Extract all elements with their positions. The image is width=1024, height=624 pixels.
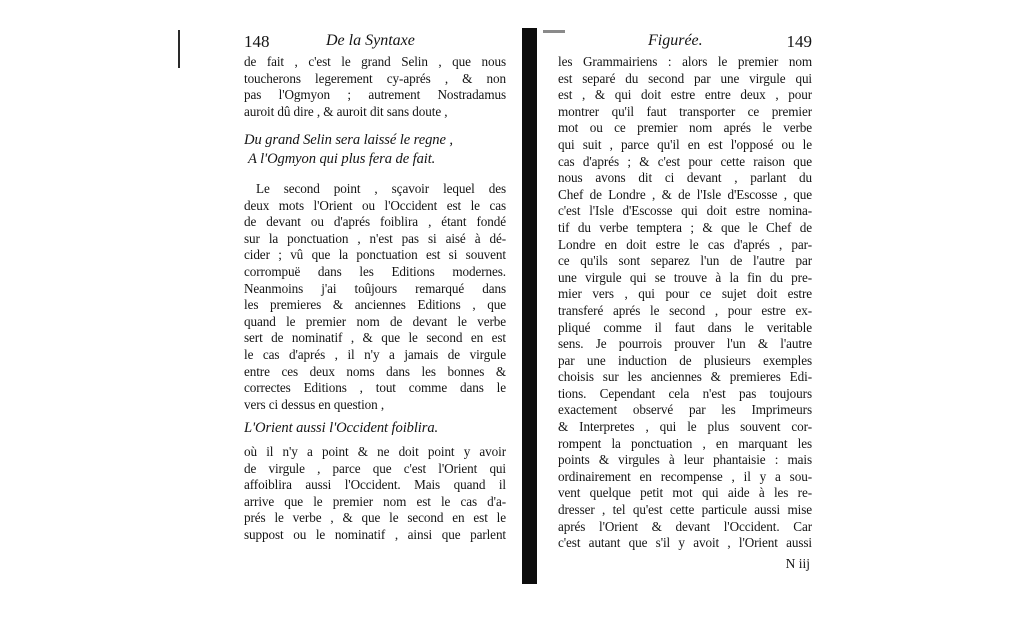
- text-line: est , & qui doit estre entre deux , pour: [558, 87, 812, 103]
- text-line: sur la ponctuation , n'est pas si aisé à dé-: [244, 230, 506, 246]
- text-line: correctes Editions , tout comme dans le: [244, 380, 506, 396]
- text-line: où il n'y a point & ne doit point y avoir: [244, 444, 506, 459]
- text-line: nous avons dit ci devant , parlant du: [558, 170, 812, 186]
- text-line: points & virgules à leur phantaisie : mais: [558, 452, 812, 468]
- text-line: vent quelque petit mot qui aide à les re-: [558, 485, 812, 501]
- left-top-lines: [244, 54, 506, 120]
- text-line: de virgule , parce que c'est l'Orient qui: [244, 460, 506, 476]
- verse-line: Du grand Selin sera laissé le regne ,: [244, 132, 453, 148]
- text-line: exactement observé par les Imprimeurs: [558, 402, 812, 418]
- text-line: transferé aprés le second , pour estre ex-: [558, 302, 812, 318]
- text-line: c'est l'Isle d'Escosse qui doit estre nomina-: [558, 203, 812, 219]
- text-line: sens. Je pourrois prouver l'un & l'autre: [558, 336, 812, 352]
- text-line: est separé du second par une virgule qui: [558, 70, 812, 86]
- text-line: entre ces deux noms dans les bonnes &: [244, 363, 506, 379]
- text-line: deux mots l'Orient ou l'Occident est le cas: [244, 197, 506, 213]
- text-line: suppost ou le nominatif , ainsi que parlent: [244, 526, 506, 542]
- text-line: de devant ou d'aprés foiblira , étant fondé: [244, 214, 506, 230]
- text-line: une virgule qui se trouve à la fin du pre-: [558, 269, 812, 285]
- text-line: Le second point , sçavoir lequel des: [256, 181, 506, 196]
- text-line: ordinairement en recompense , il y a sou-: [558, 468, 812, 484]
- text-line: par une induction de plusieurs exemples: [558, 352, 812, 368]
- text-line: le cas d'aprés , il n'y a jamais de virgule: [244, 346, 506, 362]
- right-running-title: Figurée.: [648, 32, 703, 49]
- text-line: arrive que le premier nom est le cas d'a-: [244, 493, 506, 509]
- right-running-head: [558, 32, 812, 54]
- text-line: aprés l'Orient & devant l'Occident. Car: [558, 518, 812, 534]
- text-line: auroit dû dire , & auroit dit sans doute ,: [244, 103, 448, 119]
- text-line: rompent la ponctuation , en marquant les: [558, 435, 812, 451]
- text-line: affoiblira aussi l'Occident. Mais quand il: [244, 477, 506, 493]
- right-folio: 149: [786, 32, 812, 51]
- text-line: dresser , tel qu'est cette particule aussi mise: [558, 502, 812, 518]
- text-line: choisis sur les anciennes & premieres Edi-: [558, 369, 812, 385]
- text-line: c'est autant que s'il y avoit , l'Orient aussi: [558, 535, 812, 551]
- text-line: ce qu'ils sont separez l'un de l'autre par: [558, 253, 812, 269]
- text-line: & Interpretes , qui le plus souvent cor-: [558, 419, 812, 435]
- text-line: qui suit , parce qu'il en est l'opposé ou le: [558, 136, 812, 152]
- text-line: montrer qu'il faut transporter ce premier: [558, 103, 812, 119]
- text-line: toucherons legerement cy-aprés , & non: [244, 70, 506, 86]
- text-line: cas d'aprés ; & c'est pour cette raison que: [558, 153, 812, 169]
- book-gutter: [522, 28, 537, 584]
- text-line: pliqué comme il faut dans le veritable: [558, 319, 812, 335]
- text-line: les premieres & anciennes Editions , que: [244, 297, 506, 313]
- text-line: tif du verbe temptera ; & que le Chef de: [558, 219, 812, 235]
- quoted-verse: L'Orient aussi l'Occident foiblira.: [244, 420, 439, 437]
- text-line: corrompuë dans les Editions modernes.: [244, 263, 506, 279]
- text-line: vers ci dessus en question ,: [244, 396, 385, 412]
- text-line: les Grammairiens : alors le premier nom: [558, 54, 812, 69]
- text-line: mier vers , qui pour ce sujet doit estre: [558, 286, 812, 302]
- verse-line: A l'Ogmyon qui plus fera de fait.: [248, 151, 436, 167]
- text-line: Chef de Londre , & de l'Isle d'Escosse , que: [558, 186, 812, 202]
- text-line: tions. Cependant cela n'est pas toujours: [558, 385, 812, 401]
- left-running-head: [244, 32, 506, 54]
- text-line: cider ; vû que la ponctuation est si souvent: [244, 247, 506, 263]
- text-line: mot ou ce premier nom aprés le verbe: [558, 120, 812, 136]
- text-line: de fait , c'est le grand Selin , que nous: [244, 54, 506, 69]
- left-running-title: De la Syntaxe: [326, 32, 415, 49]
- left-verse: [244, 131, 506, 169]
- right-body: [558, 54, 812, 552]
- left-paragraph: [244, 181, 506, 438]
- text-line: pas l'Ogmyon ; autrement Nostradamus: [244, 87, 506, 103]
- text-line: Neanmoins j'ai toûjours remarqué dans: [244, 280, 506, 296]
- text-line: sert de nominatif , & que le second en est: [244, 330, 506, 346]
- left-edge-mark: [178, 30, 180, 68]
- signature-mark: N iij: [785, 556, 810, 571]
- left-paragraph-2: [244, 444, 506, 544]
- text-line: prés le verbe , & que le second en est le: [244, 510, 506, 526]
- text-line: quand le premier nom de devant le verbe: [244, 313, 506, 329]
- text-line: Londre en doit estre le cas d'aprés , par-: [558, 236, 812, 252]
- left-folio: 148: [244, 32, 270, 51]
